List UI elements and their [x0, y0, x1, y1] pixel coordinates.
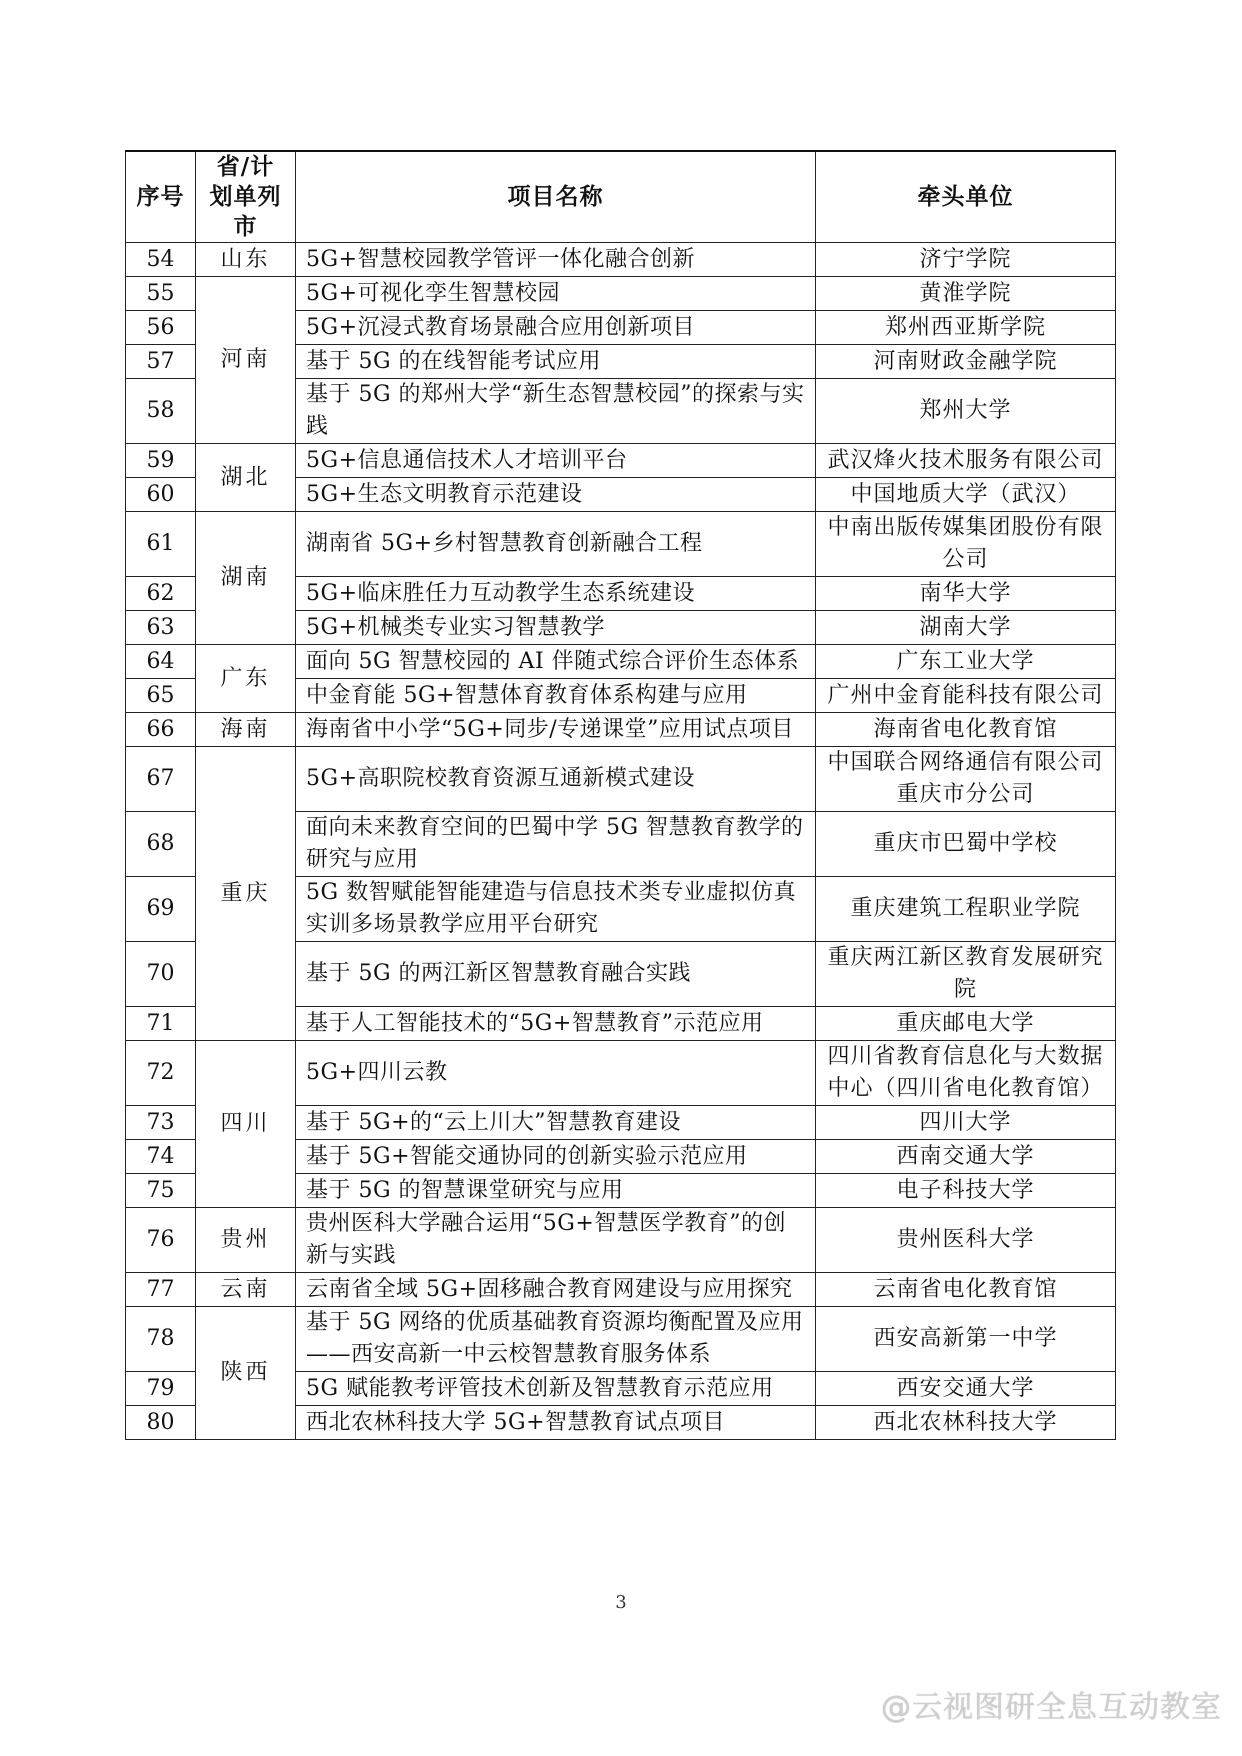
- lead-unit-cell: 海南省电化教育馆: [816, 713, 1116, 747]
- row-number: 66: [126, 713, 196, 747]
- project-name-cell: 基于 5G 的在线智能考试应用: [296, 345, 816, 379]
- row-number: 80: [126, 1406, 196, 1440]
- project-name-cell: 面向未来教育空间的巴蜀中学 5G 智慧教育教学的研究与应用: [296, 812, 816, 877]
- table-row: [126, 1041, 1116, 1106]
- lead-unit-cell: 广州中金育能科技有限公司: [816, 679, 1116, 713]
- row-number: 58: [126, 379, 196, 444]
- row-number: 68: [126, 812, 196, 877]
- row-number: 67: [126, 747, 196, 812]
- header-province: 省/计划单列市: [196, 151, 296, 243]
- project-name-cell: 5G+机械类专业实习智慧教学: [296, 611, 816, 645]
- lead-unit-cell: 南华大学: [816, 577, 1116, 611]
- project-name-cell: 5G+临床胜任力互动教学生态系统建设: [296, 577, 816, 611]
- row-number: 59: [126, 444, 196, 478]
- table-row: [126, 277, 1116, 311]
- project-name-cell: 基于人工智能技术的“5G+智慧教育”示范应用: [296, 1007, 816, 1041]
- lead-unit-cell: 重庆两江新区教育发展研究院: [816, 942, 1116, 1007]
- lead-unit-cell: 重庆邮电大学: [816, 1007, 1116, 1041]
- lead-unit-cell: 贵州医科大学: [816, 1208, 1116, 1273]
- province-cell: 贵州: [196, 1208, 296, 1273]
- watermark-text: @云视图研全息互动教室: [881, 1690, 1222, 1725]
- table-body: [126, 243, 1116, 1440]
- row-number: 75: [126, 1174, 196, 1208]
- project-name-cell: 5G+高职院校教育资源互通新模式建设: [296, 747, 816, 812]
- row-number: 76: [126, 1208, 196, 1273]
- project-name-cell: 基于 5G 的郑州大学“新生态智慧校园”的探索与实践: [296, 379, 816, 444]
- project-name-cell: 5G+智慧校园教学管评一体化融合创新: [296, 243, 816, 277]
- project-name-cell: 基于 5G+智能交通协同的创新实验示范应用: [296, 1140, 816, 1174]
- project-name-cell: 5G 赋能教考评管技术创新及智慧教育示范应用: [296, 1372, 816, 1406]
- lead-unit-cell: 四川大学: [816, 1106, 1116, 1140]
- lead-unit-cell: 郑州大学: [816, 379, 1116, 444]
- lead-unit-cell: 中国联合网络通信有限公司重庆市分公司: [816, 747, 1116, 812]
- lead-unit-cell: 电子科技大学: [816, 1174, 1116, 1208]
- row-number: 62: [126, 577, 196, 611]
- project-table: [125, 150, 1116, 1440]
- row-number: 57: [126, 345, 196, 379]
- lead-unit-cell: 云南省电化教育馆: [816, 1273, 1116, 1307]
- lead-unit-cell: 西安交通大学: [816, 1372, 1116, 1406]
- project-name-cell: 中金育能 5G+智慧体育教育体系构建与应用: [296, 679, 816, 713]
- project-name-cell: 面向 5G 智慧校园的 AI 伴随式综合评价生态体系: [296, 645, 816, 679]
- table-row: [126, 747, 1116, 812]
- lead-unit-cell: 西南交通大学: [816, 1140, 1116, 1174]
- row-number: 77: [126, 1273, 196, 1307]
- row-number: 79: [126, 1372, 196, 1406]
- province-cell: 湖北: [196, 444, 296, 512]
- lead-unit-cell: 中国地质大学（武汉）: [816, 478, 1116, 512]
- page-number: 3: [615, 1592, 627, 1613]
- row-number: 72: [126, 1041, 196, 1106]
- province-cell: 四川: [196, 1041, 296, 1208]
- lead-unit-cell: 西安高新第一中学: [816, 1307, 1116, 1372]
- province-cell: 山东: [196, 243, 296, 277]
- province-cell: 湖南: [196, 512, 296, 645]
- project-name-cell: 5G+可视化孪生智慧校园: [296, 277, 816, 311]
- lead-unit-cell: 河南财政金融学院: [816, 345, 1116, 379]
- province-cell: 海南: [196, 713, 296, 747]
- table-row: [126, 1307, 1116, 1372]
- lead-unit-cell: 黄淮学院: [816, 277, 1116, 311]
- row-number: 63: [126, 611, 196, 645]
- row-number: 61: [126, 512, 196, 577]
- project-name-cell: 贵州医科大学融合运用“5G+智慧医学教育”的创新与实践: [296, 1208, 816, 1273]
- table-row: [126, 645, 1116, 679]
- row-number: 55: [126, 277, 196, 311]
- table-row: [126, 512, 1116, 577]
- project-name-cell: 基于 5G 网络的优质基础教育资源均衡配置及应用——西安高新一中云校智慧教育服务体系: [296, 1307, 816, 1372]
- province-cell: 重庆: [196, 747, 296, 1041]
- lead-unit-cell: 西北农林科技大学: [816, 1406, 1116, 1440]
- row-number: 64: [126, 645, 196, 679]
- project-name-cell: 基于 5G+的“云上川大”智慧教育建设: [296, 1106, 816, 1140]
- table-row: [126, 444, 1116, 478]
- lead-unit-cell: 四川省教育信息化与大数据中心（四川省电化教育馆）: [816, 1041, 1116, 1106]
- project-name-cell: 基于 5G 的智慧课堂研究与应用: [296, 1174, 816, 1208]
- table-row: [126, 243, 1116, 277]
- province-cell: 河南: [196, 277, 296, 444]
- lead-unit-cell: 重庆市巴蜀中学校: [816, 812, 1116, 877]
- lead-unit-cell: 湖南大学: [816, 611, 1116, 645]
- project-name-cell: 5G+沉浸式教育场景融合应用创新项目: [296, 311, 816, 345]
- project-name-cell: 5G+生态文明教育示范建设: [296, 478, 816, 512]
- lead-unit-cell: 济宁学院: [816, 243, 1116, 277]
- table-row: [126, 713, 1116, 747]
- lead-unit-cell: 中南出版传媒集团股份有限公司: [816, 512, 1116, 577]
- lead-unit-cell: 武汉烽火技术服务有限公司: [816, 444, 1116, 478]
- lead-unit-cell: 重庆建筑工程职业学院: [816, 877, 1116, 942]
- row-number: 70: [126, 942, 196, 1007]
- province-cell: 云南: [196, 1273, 296, 1307]
- row-number: 69: [126, 877, 196, 942]
- table-row: [126, 1273, 1116, 1307]
- province-cell: 陕西: [196, 1307, 296, 1440]
- project-name-cell: 云南省全域 5G+固移融合教育网建设与应用探究: [296, 1273, 816, 1307]
- project-name-cell: 5G+四川云教: [296, 1041, 816, 1106]
- row-number: 65: [126, 679, 196, 713]
- header-lead-unit: 牵头单位: [816, 151, 1116, 243]
- row-number: 60: [126, 478, 196, 512]
- project-name-cell: 5G 数智赋能智能建造与信息技术类专业虚拟仿真实训多场景教学应用平台研究: [296, 877, 816, 942]
- project-name-cell: 西北农林科技大学 5G+智慧教育试点项目: [296, 1406, 816, 1440]
- table-row: [126, 1208, 1116, 1273]
- lead-unit-cell: 郑州西亚斯学院: [816, 311, 1116, 345]
- header-project-name: 项目名称: [296, 151, 816, 243]
- row-number: 73: [126, 1106, 196, 1140]
- row-number: 74: [126, 1140, 196, 1174]
- header-number: 序号: [126, 151, 196, 243]
- table-header-row: [126, 151, 1116, 243]
- row-number: 56: [126, 311, 196, 345]
- lead-unit-cell: 广东工业大学: [816, 645, 1116, 679]
- project-name-cell: 基于 5G 的两江新区智慧教育融合实践: [296, 942, 816, 1007]
- row-number: 54: [126, 243, 196, 277]
- row-number: 71: [126, 1007, 196, 1041]
- project-name-cell: 海南省中小学“5G+同步/专递课堂”应用试点项目: [296, 713, 816, 747]
- province-cell: 广东: [196, 645, 296, 713]
- project-name-cell: 湖南省 5G+乡村智慧教育创新融合工程: [296, 512, 816, 577]
- project-name-cell: 5G+信息通信技术人才培训平台: [296, 444, 816, 478]
- row-number: 78: [126, 1307, 196, 1372]
